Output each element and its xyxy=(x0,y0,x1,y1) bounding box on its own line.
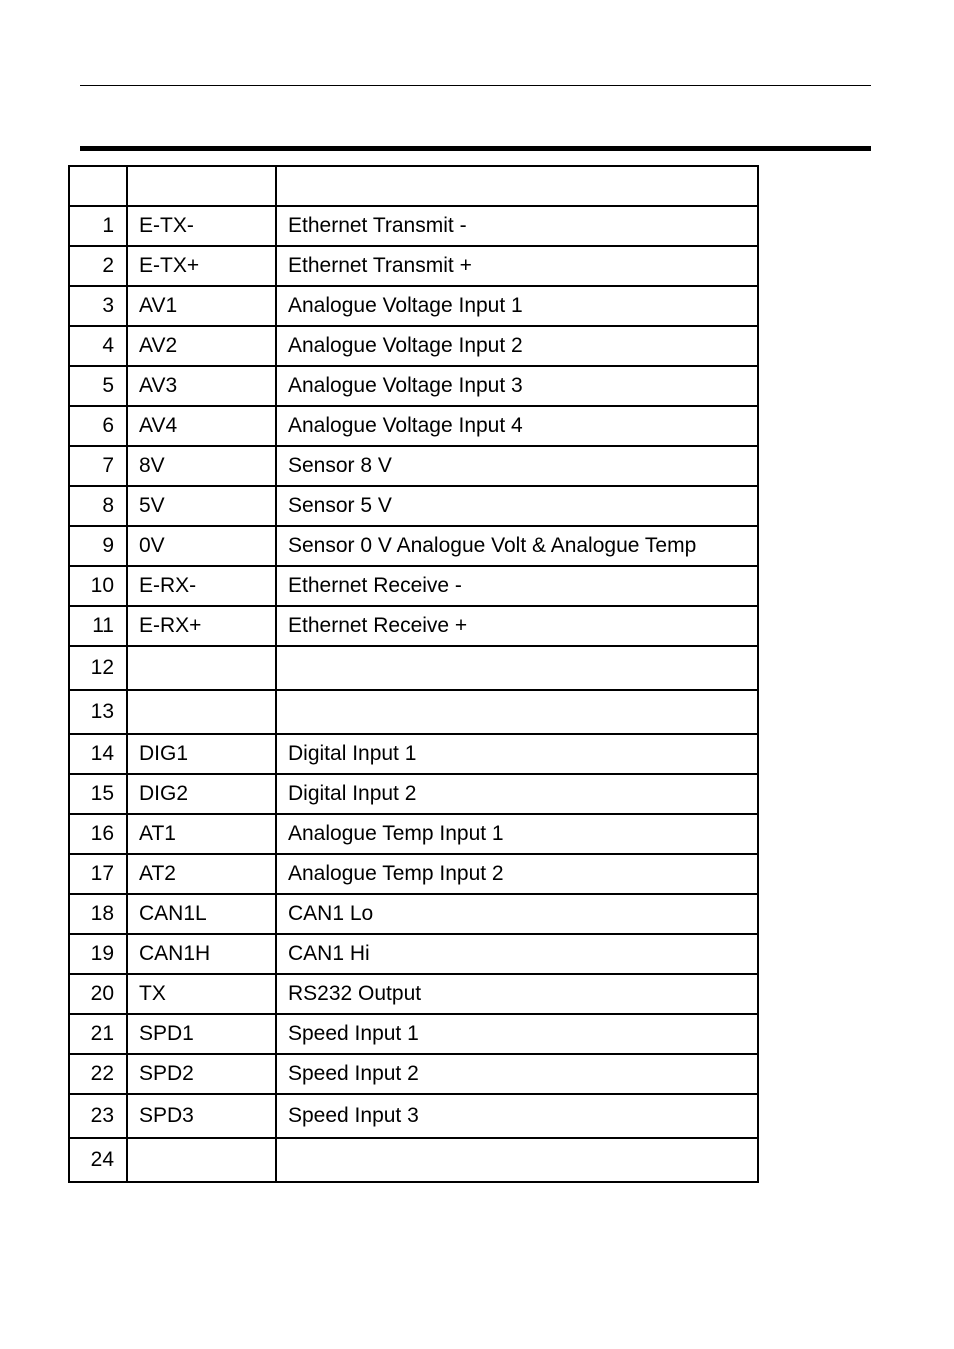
pin-number-cell: 9 xyxy=(69,526,127,566)
signal-name-cell: DIG2 xyxy=(127,774,276,814)
table-row xyxy=(69,446,758,486)
description-cell: Digital Input 2 xyxy=(276,774,758,814)
signal-name-cell xyxy=(127,1138,276,1182)
table-row xyxy=(69,366,758,406)
signal-name-cell: SPD1 xyxy=(127,1014,276,1054)
table-row xyxy=(69,486,758,526)
pin-number-cell: 6 xyxy=(69,406,127,446)
table-row xyxy=(69,934,758,974)
header-cell-description xyxy=(276,166,758,206)
table-row xyxy=(69,406,758,446)
signal-name-cell: DIG1 xyxy=(127,734,276,774)
signal-name-cell: E-TX- xyxy=(127,206,276,246)
signal-name-cell: AV3 xyxy=(127,366,276,406)
pin-number-cell: 12 xyxy=(69,646,127,690)
description-cell xyxy=(276,690,758,734)
signal-name-cell: AT1 xyxy=(127,814,276,854)
signal-name-cell: AT2 xyxy=(127,854,276,894)
description-cell: CAN1 Hi xyxy=(276,934,758,974)
pin-number-cell: 15 xyxy=(69,774,127,814)
table-row xyxy=(69,566,758,606)
pin-number-cell: 13 xyxy=(69,690,127,734)
description-cell: Analogue Voltage Input 1 xyxy=(276,286,758,326)
table-row xyxy=(69,974,758,1014)
description-cell: Sensor 8 V xyxy=(276,446,758,486)
signal-name-cell: TX xyxy=(127,974,276,1014)
table-row xyxy=(69,606,758,646)
pin-number-cell: 11 xyxy=(69,606,127,646)
description-cell: Ethernet Receive + xyxy=(276,606,758,646)
pinout-table xyxy=(68,165,759,1183)
table-row xyxy=(69,894,758,934)
signal-name-cell: CAN1H xyxy=(127,934,276,974)
pin-number-cell: 1 xyxy=(69,206,127,246)
description-cell: RS232 Output xyxy=(276,974,758,1014)
table-row xyxy=(69,206,758,246)
description-cell: Sensor 5 V xyxy=(276,486,758,526)
pin-number-cell: 14 xyxy=(69,734,127,774)
header-rule xyxy=(80,85,871,86)
description-cell: Analogue Temp Input 1 xyxy=(276,814,758,854)
description-cell: Speed Input 3 xyxy=(276,1094,758,1138)
signal-name-cell: 8V xyxy=(127,446,276,486)
pin-number-cell: 4 xyxy=(69,326,127,366)
pin-number-cell: 3 xyxy=(69,286,127,326)
section-rule xyxy=(80,146,871,151)
description-cell: CAN1 Lo xyxy=(276,894,758,934)
header-cell-name xyxy=(127,166,276,206)
pin-number-cell: 5 xyxy=(69,366,127,406)
pin-number-cell: 20 xyxy=(69,974,127,1014)
description-cell: Speed Input 1 xyxy=(276,1014,758,1054)
table-row xyxy=(69,734,758,774)
pin-number-cell: 24 xyxy=(69,1138,127,1182)
signal-name-cell: AV2 xyxy=(127,326,276,366)
table-row xyxy=(69,286,758,326)
pin-number-cell: 18 xyxy=(69,894,127,934)
description-cell xyxy=(276,646,758,690)
table-row xyxy=(69,1094,758,1138)
signal-name-cell: AV1 xyxy=(127,286,276,326)
pin-number-cell: 16 xyxy=(69,814,127,854)
pin-number-cell: 21 xyxy=(69,1014,127,1054)
table-row xyxy=(69,814,758,854)
description-cell xyxy=(276,1138,758,1182)
pin-number-cell: 19 xyxy=(69,934,127,974)
description-cell: Digital Input 1 xyxy=(276,734,758,774)
signal-name-cell: E-RX+ xyxy=(127,606,276,646)
signal-name-cell: E-RX- xyxy=(127,566,276,606)
description-cell: Ethernet Transmit + xyxy=(276,246,758,286)
description-cell: Analogue Voltage Input 4 xyxy=(276,406,758,446)
pin-number-cell: 10 xyxy=(69,566,127,606)
signal-name-cell: AV4 xyxy=(127,406,276,446)
table-row xyxy=(69,690,758,734)
pin-number-cell: 2 xyxy=(69,246,127,286)
signal-name-cell: CAN1L xyxy=(127,894,276,934)
description-cell: Analogue Voltage Input 2 xyxy=(276,326,758,366)
pin-number-cell: 8 xyxy=(69,486,127,526)
table-row xyxy=(69,326,758,366)
pin-number-cell: 23 xyxy=(69,1094,127,1138)
description-cell: Ethernet Receive - xyxy=(276,566,758,606)
signal-name-cell: 5V xyxy=(127,486,276,526)
signal-name-cell: E-TX+ xyxy=(127,246,276,286)
description-cell: Speed Input 2 xyxy=(276,1054,758,1094)
table-row xyxy=(69,774,758,814)
table-row xyxy=(69,526,758,566)
signal-name-cell xyxy=(127,646,276,690)
table-row xyxy=(69,246,758,286)
description-cell: Analogue Temp Input 2 xyxy=(276,854,758,894)
table-row xyxy=(69,646,758,690)
pin-number-cell: 7 xyxy=(69,446,127,486)
pin-number-cell: 22 xyxy=(69,1054,127,1094)
signal-name-cell: 0V xyxy=(127,526,276,566)
description-cell: Sensor 0 V Analogue Volt & Analogue Temp xyxy=(276,526,758,566)
header-cell-pin xyxy=(69,166,127,206)
signal-name-cell: SPD2 xyxy=(127,1054,276,1094)
pin-number-cell: 17 xyxy=(69,854,127,894)
table-row xyxy=(69,1138,758,1182)
table-row xyxy=(69,854,758,894)
table-header-row xyxy=(69,166,758,206)
signal-name-cell: SPD3 xyxy=(127,1094,276,1138)
description-cell: Analogue Voltage Input 3 xyxy=(276,366,758,406)
table-row xyxy=(69,1014,758,1054)
description-cell: Ethernet Transmit - xyxy=(276,206,758,246)
table-row xyxy=(69,1054,758,1094)
signal-name-cell xyxy=(127,690,276,734)
